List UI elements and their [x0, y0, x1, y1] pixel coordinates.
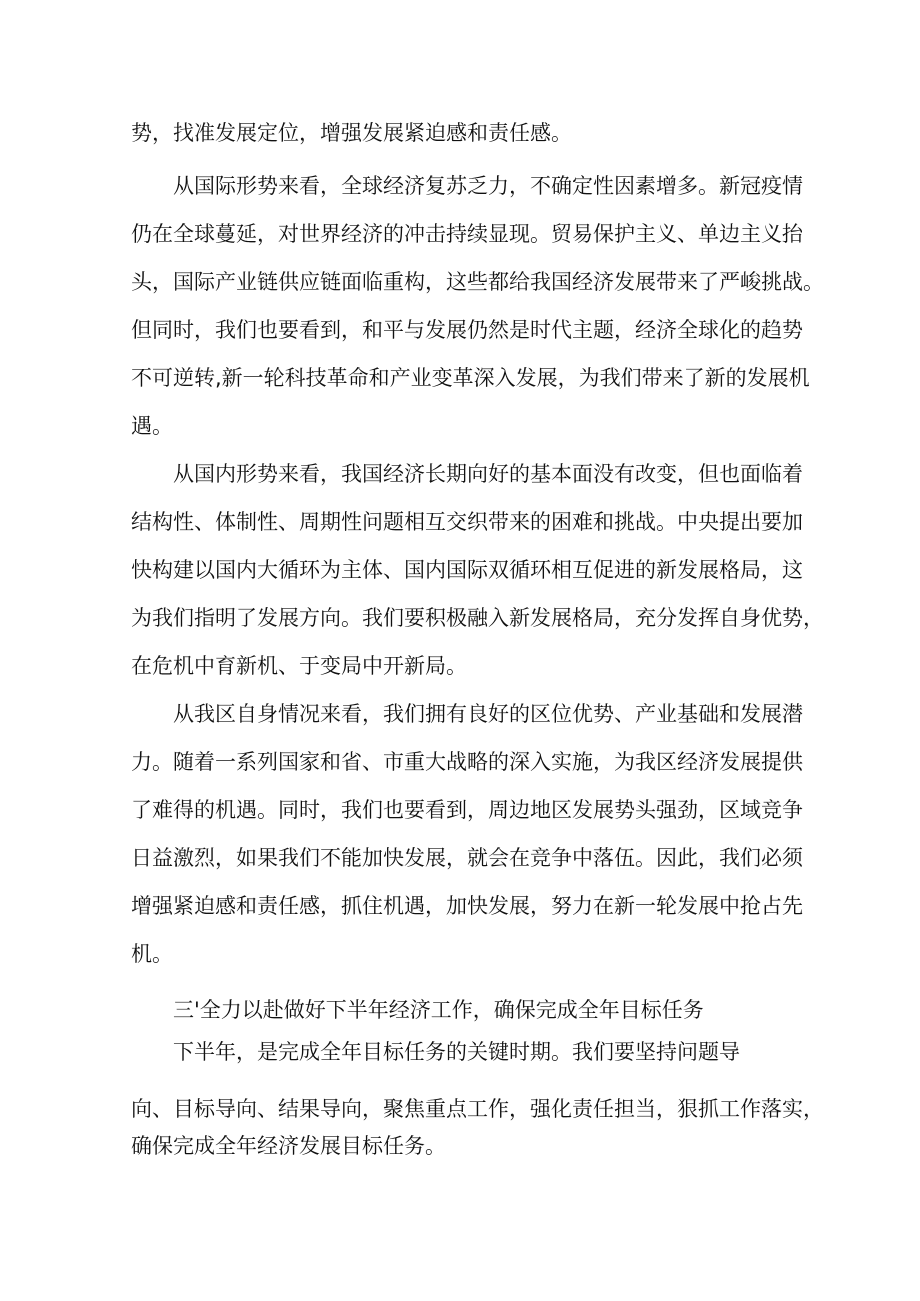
- text-line: 力。随着一系列国家和省、市重大战略的深入实施，为我区经济发展提供: [131, 750, 803, 774]
- text-line: 在危机中育新机、于变局中开新局。: [131, 654, 467, 678]
- paragraph-first-line: 从我区自身情况来看，我们拥有良好的区位优势、产业基础和发展潜: [173, 702, 803, 726]
- text-line: 了难得的机遇。同时，我们也要看到，周边地区发展势头强劲，区域竞争: [131, 798, 803, 822]
- paragraph-first-line: 从国内形势来看，我国经济长期向好的基本面没有改变，但也面临着: [173, 462, 803, 486]
- text-line: 确保完成全年经济发展目标任务。: [131, 1134, 446, 1158]
- text-line: 头，国际产业链供应链面临重构，这些都给我国经济发展带来了严峻挑战。: [131, 270, 824, 294]
- paragraph-first-line: 下半年，是完成全年目标任务的关键时期。我们要坚持问题导: [173, 1040, 740, 1064]
- text-line: 向、目标导向、结果导向，聚焦重点工作，强化责任担当，狠抓工作落实，: [131, 1097, 824, 1121]
- text-line: 结构性、体制性、周期性问题相互交织带来的困难和挑战。中央提出要加: [131, 510, 803, 534]
- text-line: 增强紧迫感和责任感，抓住机遇，加快发展，努力在新一轮发展中抢占先: [131, 894, 803, 918]
- text-line: 仍在全球蔓延，对世界经济的冲击持续显现。贸易保护主义、单边主义抬: [131, 222, 803, 246]
- text-line: 但同时，我们也要看到，和平与发展仍然是时代主题，经济全球化的趋势: [131, 318, 803, 342]
- text-line: 遇。: [131, 414, 173, 438]
- text-line: 不可逆转,新一轮科技革命和产业变革深入发展，为我们带来了新的发展机: [131, 366, 810, 390]
- text-line: 为我们指明了发展方向。我们要积极融入新发展格局，充分发挥自身优势，: [131, 606, 824, 630]
- section-heading: 三'全力以赴做好下半年经济工作，确保完成全年目标任务: [173, 998, 704, 1022]
- text-line: 快构建以国内大循环为主体、国内国际双循环相互促进的新发展格局，这: [131, 558, 803, 582]
- text-line: 机。: [131, 942, 173, 966]
- text-line: 势，找准发展定位，增强发展紧迫感和责任感。: [131, 121, 572, 145]
- paragraph-first-line: 从国际形势来看，全球经济复苏乏力，不确定性因素增多。新冠疫情: [173, 174, 803, 198]
- text-line: 日益激烈，如果我们不能加快发展，就会在竞争中落伍。因此，我们必须: [131, 846, 803, 870]
